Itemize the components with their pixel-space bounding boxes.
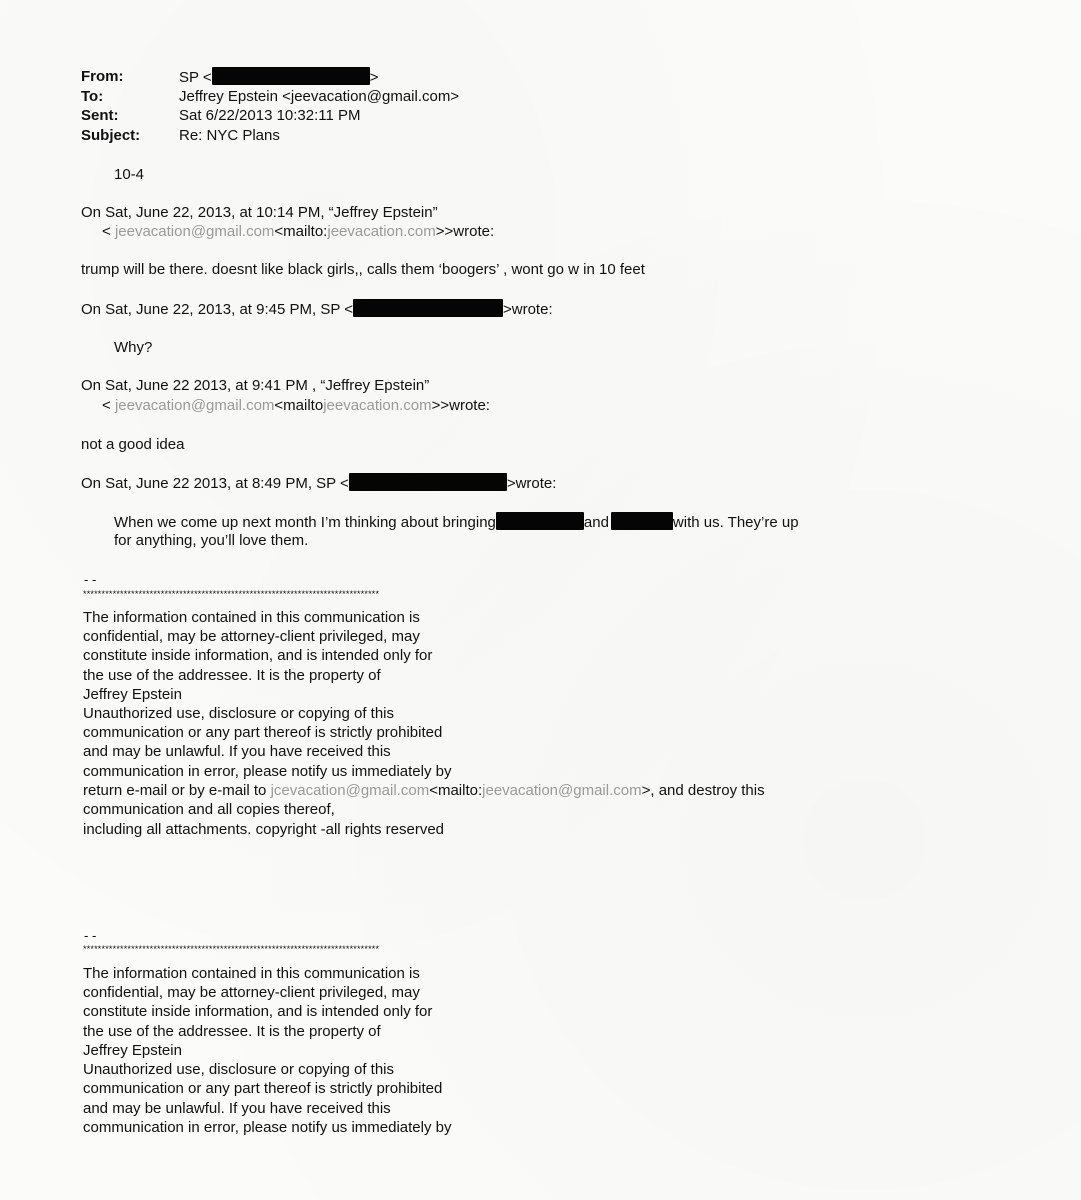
quote-2-body: Why? xyxy=(114,339,153,356)
disclaimer-line: communication in error, please notify us immediately by xyxy=(83,1119,452,1136)
disclaimer-line: communication or any part thereof is strictly prohibited xyxy=(83,1080,443,1097)
disclaimer-line: communication and all copies thereof, xyxy=(83,801,335,818)
return-prefix: return e-mail or by e-mail to xyxy=(83,782,271,799)
disclaimer-line: The information contained in this communication is xyxy=(83,609,420,626)
disclaimer-line: including all attachments. copyright -all rights reserved xyxy=(83,821,445,838)
from-label: From: xyxy=(81,68,124,85)
redaction-box xyxy=(496,512,584,530)
to-value: Jeffrey Epstein <jeevacation@gmail.com> xyxy=(179,88,460,105)
addr-open: < xyxy=(102,397,115,414)
disclaimer-line: confidential, may be attorney-client privileged, may xyxy=(83,628,420,645)
quote-2-wrote: >wrote: xyxy=(503,301,553,318)
redaction-box xyxy=(212,67,370,85)
to-label: To: xyxy=(81,88,104,105)
mailto-link[interactable]: jeevacation.com xyxy=(327,223,436,240)
disclaimer-line: constitute inside information, and is intended only for xyxy=(83,647,433,664)
disclaimer-return-line xyxy=(83,781,765,800)
disclaimer-line: Unauthorized use, disclosure or copying of this xyxy=(83,1061,395,1078)
mailto-link[interactable]: jeevacation.com xyxy=(323,397,432,414)
disclaimer-line: The information contained in this communication is xyxy=(83,965,420,982)
redaction-box xyxy=(611,512,673,530)
return-suffix: >, and destroy this xyxy=(641,782,765,799)
quote-4-body-line-2: for anything, you’ll love them. xyxy=(114,532,309,549)
disclaimer-line: the use of the addressee. It is the property of xyxy=(83,1023,381,1040)
quote-3-intro: On Sat, June 22 2013, at 9:41 PM , “Jeffrey Epstein” xyxy=(81,377,430,394)
from-sender: SP < xyxy=(179,69,212,86)
addr-open: < xyxy=(102,223,115,240)
email-link[interactable]: jcevacation@gmail.com xyxy=(270,782,430,799)
sent-label: Sent: xyxy=(81,107,119,124)
quote-4-intro xyxy=(81,473,556,493)
disclaimer-line: the use of the addressee. It is the property of xyxy=(83,667,381,684)
mailto-label: <mailto: xyxy=(429,782,483,799)
reply-body: 10-4 xyxy=(114,166,145,183)
body-and: and xyxy=(583,514,609,531)
disclaimer-line: and may be unlawful. If you have received this xyxy=(83,743,391,760)
disclaimer-line: communication or any part thereof is strictly prohibited xyxy=(83,724,443,741)
redaction-box xyxy=(353,299,503,317)
disclaimer-line: and may be unlawful. If you have received this xyxy=(83,1100,391,1117)
addr-close: >>wrote: xyxy=(431,397,490,414)
quote-4-body-line-1 xyxy=(114,512,799,532)
mailto-link[interactable]: jeevacation@gmail.com xyxy=(482,782,642,799)
signature-dash: - - xyxy=(84,928,97,943)
subject-value: Re: NYC Plans xyxy=(179,127,280,144)
quote-1-address xyxy=(102,222,494,241)
addr-close: >>wrote: xyxy=(435,223,495,240)
email-link[interactable]: jeevacation@gmail.com xyxy=(114,223,275,240)
quote-3-body: not a good idea xyxy=(81,436,185,453)
body-text: When we come up next month I’m thinking about bringing xyxy=(114,514,496,531)
subject-label: Subject: xyxy=(81,127,141,144)
quote-2-intro-text: On Sat, June 22, 2013, at 9:45 PM, SP < xyxy=(81,301,353,318)
quote-4-intro-text: On Sat, June 22 2013, at 8:49 PM, SP < xyxy=(81,475,349,492)
quote-2-intro xyxy=(81,299,553,319)
disclaimer-line: Unauthorized use, disclosure or copying of this xyxy=(83,705,395,722)
stars-divider: ******************************************************************************** xyxy=(83,944,380,954)
quote-1-body: trump will be there. doesnt like black girls,, calls them ‘boogers’ , wont go w in 10 feet xyxy=(81,261,645,278)
mailto-label: <mailto: xyxy=(274,223,328,240)
mailto-label: <mailto xyxy=(274,397,324,414)
email-link[interactable]: jeevacation@gmail.com xyxy=(114,397,275,414)
disclaimer-line: communication in error, please notify us immediately by xyxy=(83,763,452,780)
quote-4-wrote: >wrote: xyxy=(506,475,557,492)
disclaimer-line: Jeffrey Epstein xyxy=(83,686,182,703)
from-value xyxy=(179,67,378,87)
signature-dash: - - xyxy=(84,572,97,587)
quote-1-intro: On Sat, June 22, 2013, at 10:14 PM, “Jeffrey Epstein” xyxy=(81,204,438,221)
redaction-box xyxy=(349,473,507,491)
sent-value: Sat 6/22/2013 10:32:11 PM xyxy=(179,107,361,124)
disclaimer-line: Jeffrey Epstein xyxy=(83,1042,182,1059)
from-close: > xyxy=(369,69,379,86)
body-text: with us. They’re up xyxy=(672,514,799,531)
stars-divider: ******************************************************************************** xyxy=(83,589,380,599)
disclaimer-line: constitute inside information, and is intended only for xyxy=(83,1003,433,1020)
quote-3-address xyxy=(102,396,490,415)
disclaimer-line: confidential, may be attorney-client privileged, may xyxy=(83,984,420,1001)
